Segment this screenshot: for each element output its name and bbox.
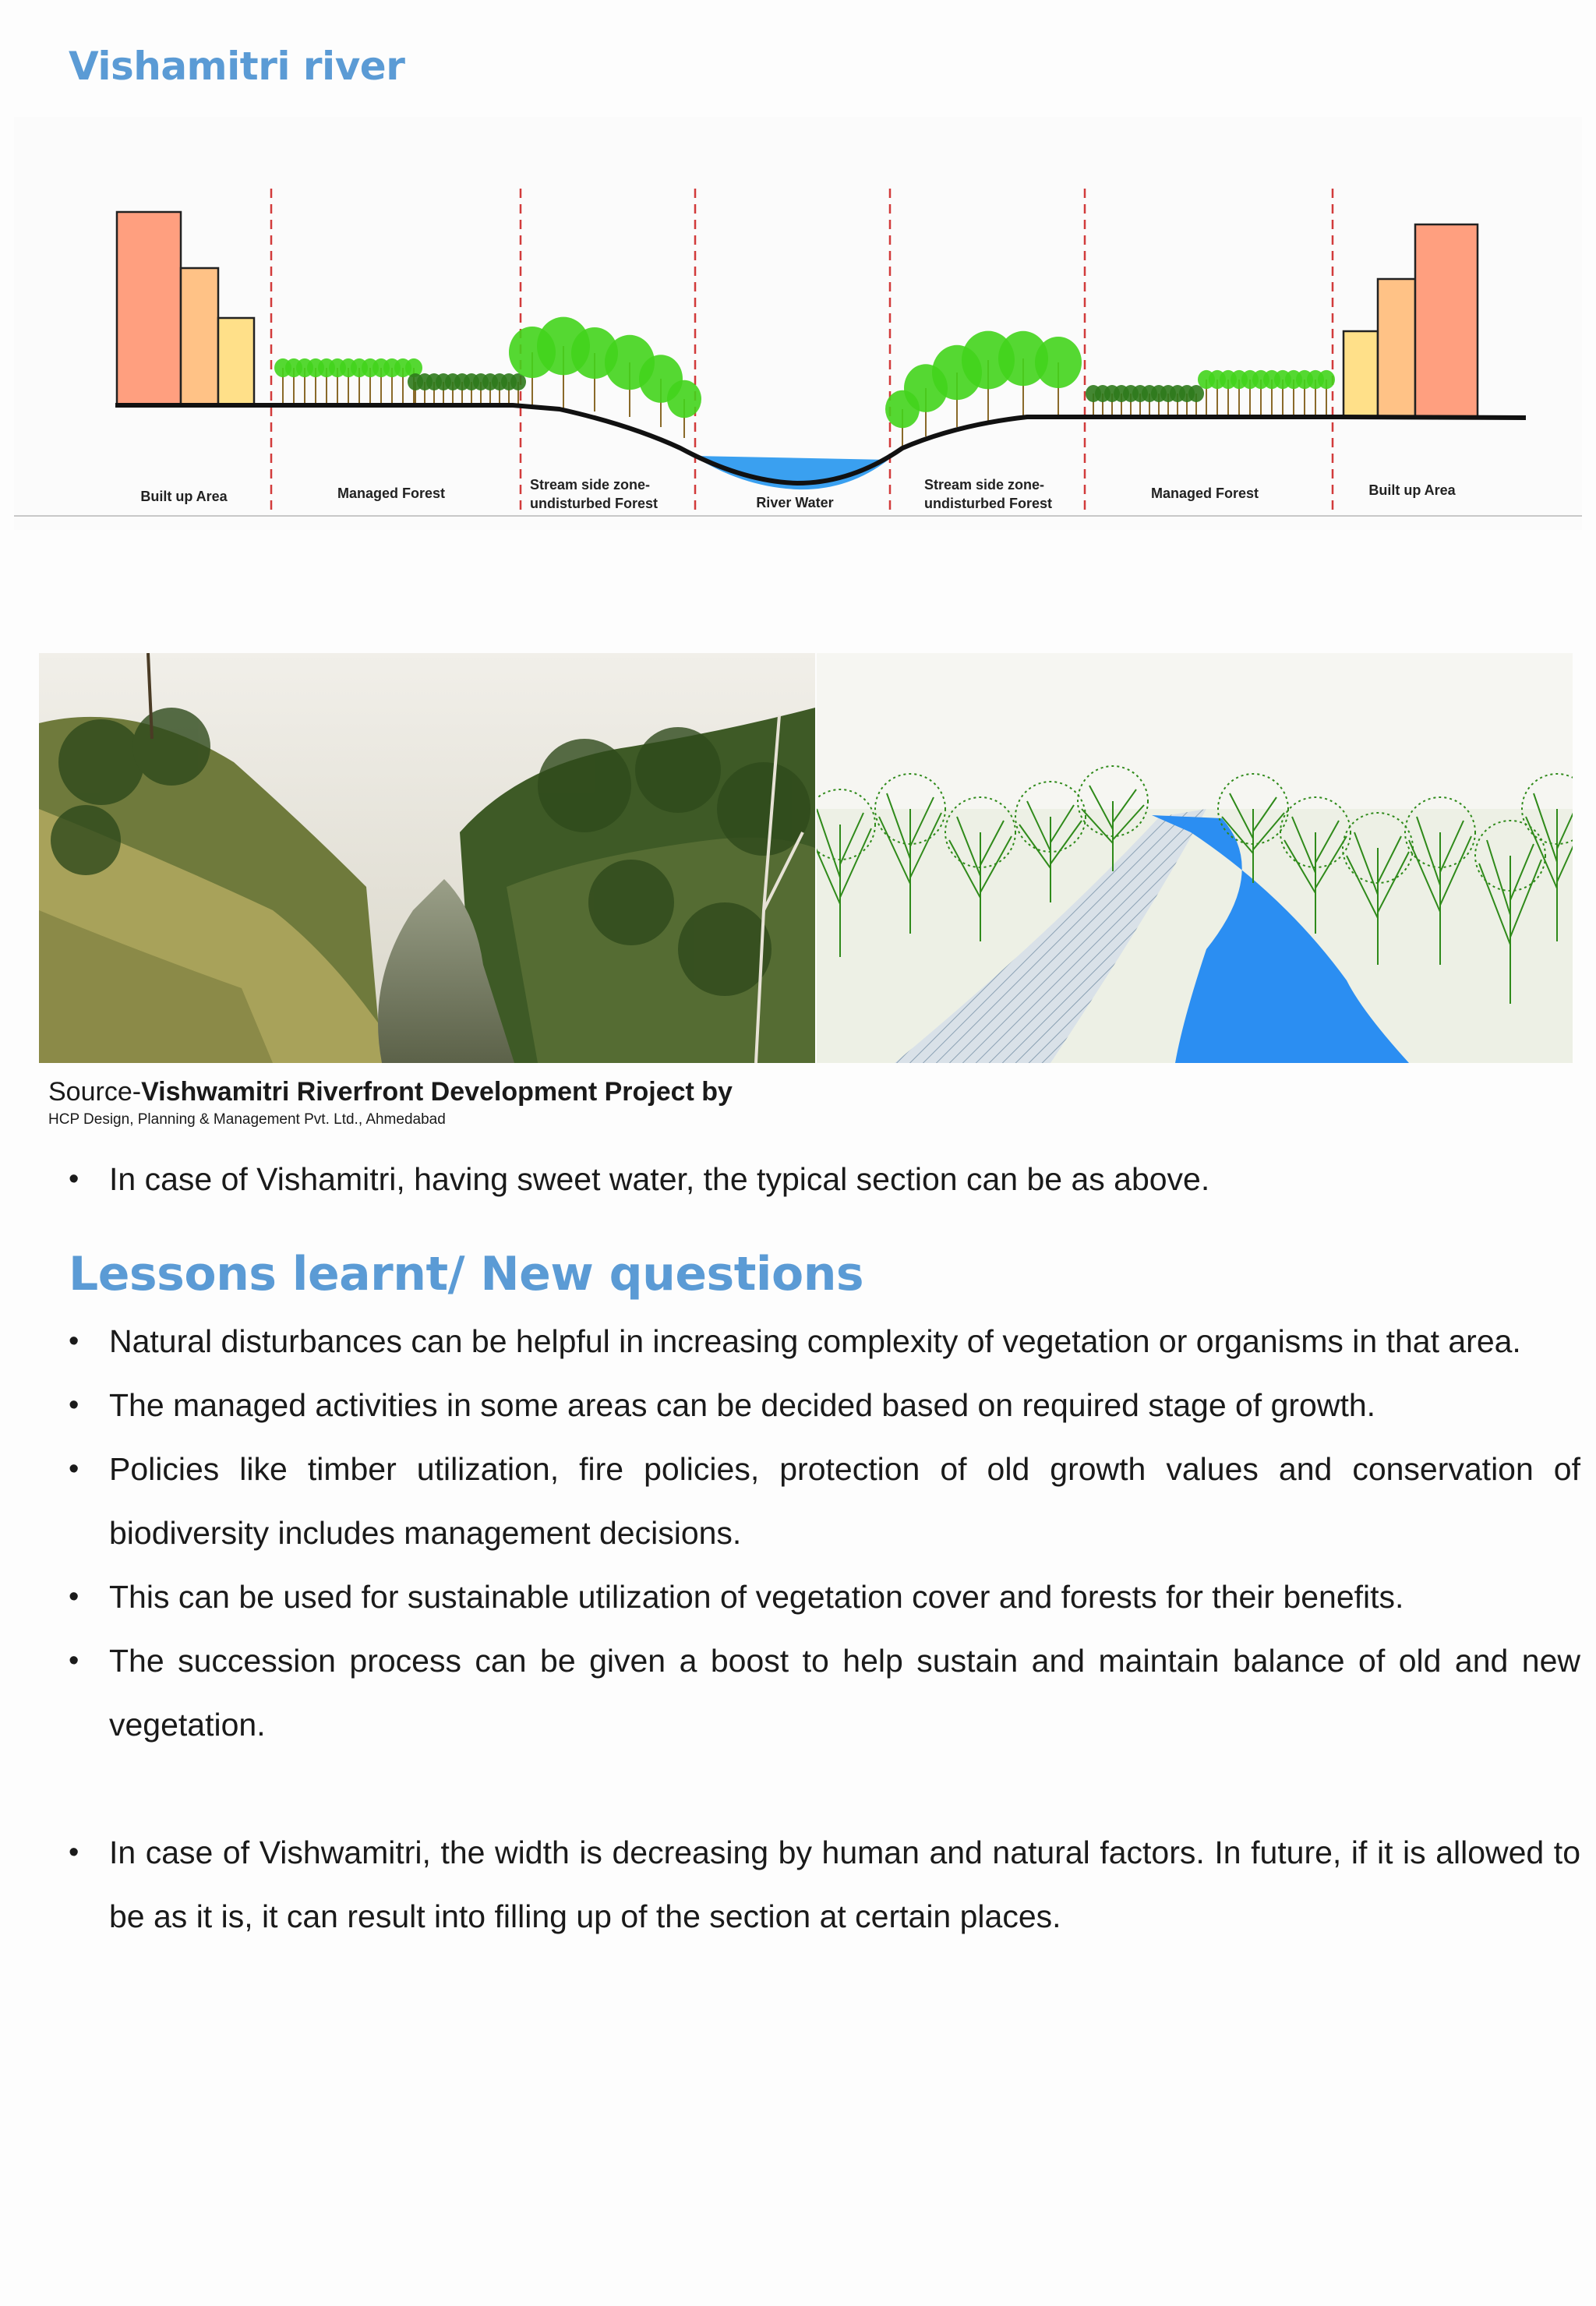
zone-label-managed-right: Managed Forest bbox=[1150, 486, 1259, 501]
source-credit bbox=[48, 1075, 733, 1109]
zone-label-stream-left-line2: undisturbed Forest bbox=[530, 496, 659, 511]
zone-label-builtup-left: Built up Area bbox=[140, 489, 228, 504]
zone-label-builtup-right: Built up Area bbox=[1368, 482, 1456, 498]
river-photo bbox=[39, 653, 815, 1063]
zone-label-stream-right-line2: undisturbed Forest bbox=[924, 496, 1053, 511]
river-section-diagram bbox=[14, 117, 1582, 530]
lessons-heading: Lessons learnt/ New questions bbox=[69, 1247, 864, 1301]
intro-bullet-list bbox=[69, 1147, 1580, 1211]
lessons-bullet-list bbox=[69, 1309, 1580, 1948]
zone-label-river-water: River Water bbox=[756, 495, 834, 510]
lesson-item: • Policies like timber utilization, fire policies, protection of old growth values and conservation of biodiversity includes management decisions. bbox=[69, 1437, 1580, 1565]
zone-label-managed-left: Managed Forest bbox=[337, 486, 446, 501]
intro-bullet: • In case of Vishamitri, having sweet water, the typical section can be as above. bbox=[69, 1147, 1580, 1211]
page-title: Vishamitri river bbox=[69, 44, 405, 89]
lesson-item: • This can be used for sustainable utilization of vegetation cover and forests for their benefits. bbox=[69, 1565, 1580, 1629]
lesson-item: • The managed activities in some areas can be decided based on required stage of growth. bbox=[69, 1373, 1580, 1437]
source-prefix: Source- bbox=[48, 1077, 142, 1107]
zone-label-stream-left-line1: Stream side zone- bbox=[530, 477, 651, 493]
lesson-item: • In case of Vishwamitri, the width is decreasing by human and natural factors. In future, if it is allowed to be as it is, it can result into filling up of the section at certain places. bbox=[69, 1820, 1580, 1948]
zone-label-stream-right-line1: Stream side zone- bbox=[924, 477, 1045, 493]
lesson-item: • The succession process can be given a boost to help sustain and maintain balance of old and new vegetation. bbox=[69, 1629, 1580, 1757]
river-sketch bbox=[817, 653, 1573, 1063]
source-firm: HCP Design, Planning & Management Pvt. Ltd., Ahmedabad bbox=[48, 1111, 446, 1128]
source-project: Vishwamitri Riverfront Development Project by bbox=[141, 1077, 733, 1107]
lesson-item: • Natural disturbances can be helpful in increasing complexity of vegetation or organisms in that area. bbox=[69, 1309, 1580, 1373]
